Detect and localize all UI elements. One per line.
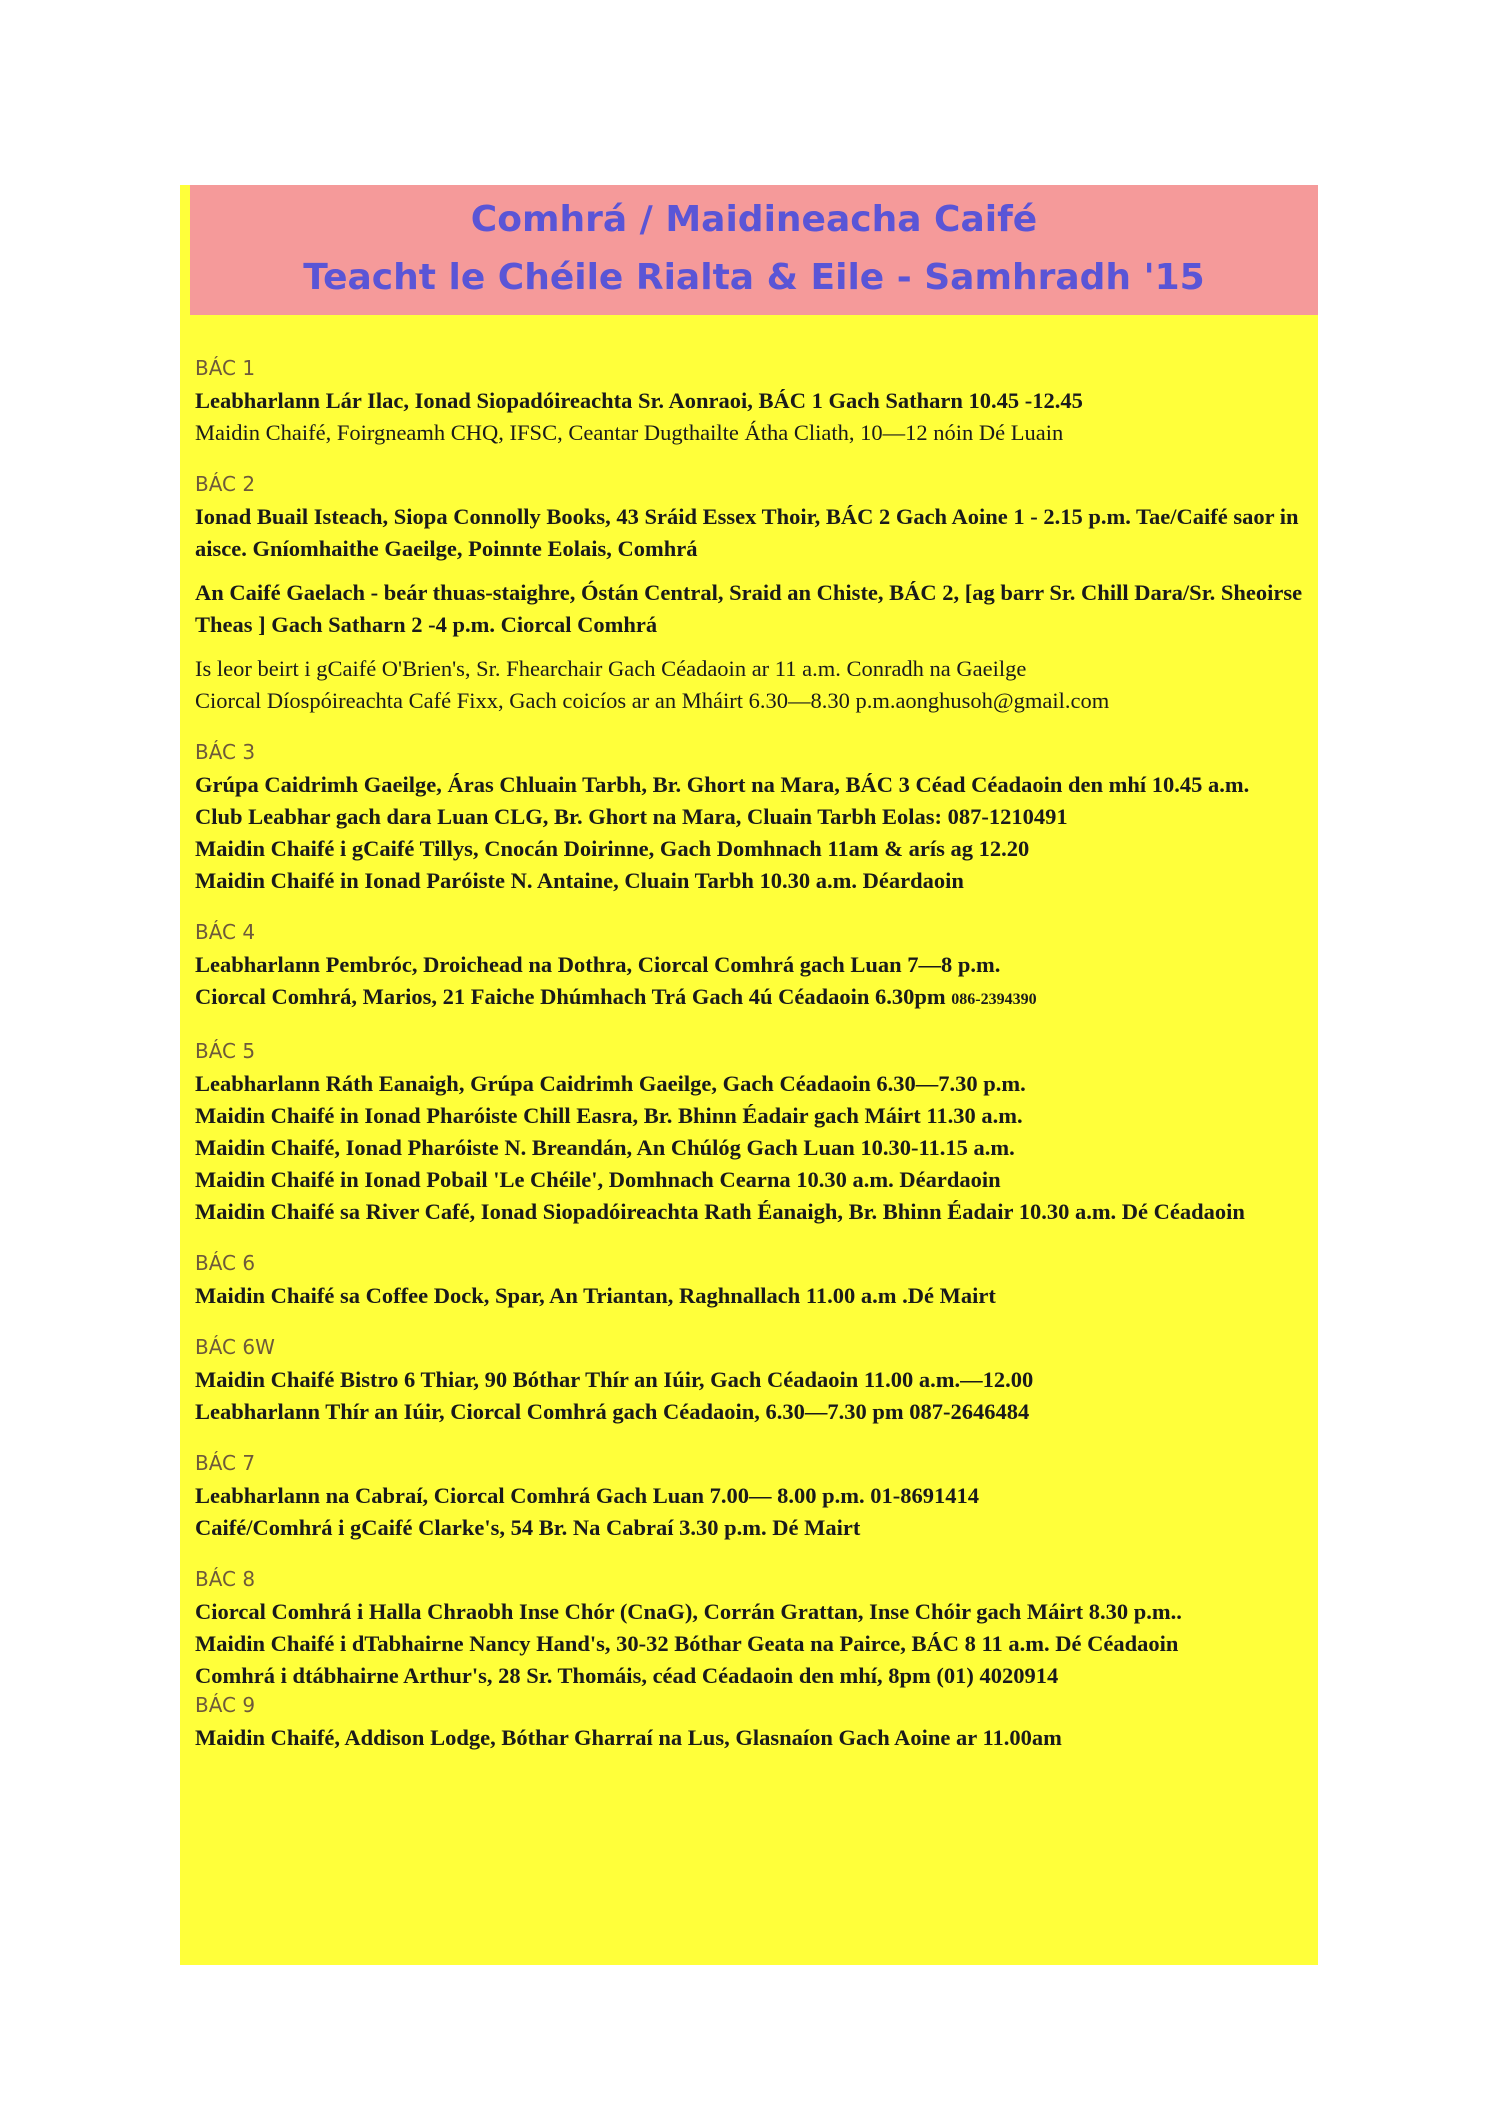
listings	[195, 355, 1313, 1776]
listing-text: Maidin Chaifé Bistro 6 Thiar, 90 Bóthar Thír an Iúir, Gach Céadaoin 11.00 a.m.—12.00	[195, 1367, 1034, 1392]
section-b-c-3	[195, 739, 1313, 897]
listing-text: Maidin Chaifé i gCaifé Tillys, Cnocán Doirinne, Gach Domhnach 11am & arís ag 12.20	[195, 836, 1030, 861]
listing-text: Maidin Chaifé, Ionad Pharóiste N. Breandán, An Chúlóg Gach Luan 10.30-11.15 a.m.	[195, 1135, 1015, 1160]
listing-entry	[195, 1512, 1313, 1544]
listing-text: Maidin Chaifé in Ionad Pobail 'Le Chéile', Domhnach Cearna 10.30 a.m. Déardaoin	[195, 1167, 1001, 1192]
section-title: BÁC 7	[195, 1451, 256, 1475]
listing-entry	[195, 1396, 1313, 1428]
section-b-c-7	[195, 1450, 1313, 1544]
section-b-c-2	[195, 471, 1313, 717]
section-b-c-8	[195, 1566, 1313, 1692]
section-title: BÁC 2	[195, 472, 256, 496]
header-subtitle: Teacht le Chéile Rialta & Eile - Samhradh '15	[303, 257, 1205, 298]
listing-text: Ionad Buail Isteach, Siopa Connolly Books, 43 Sráid Essex Thoir, BÁC 2 Gach Aoine 1 - 2.15 p.m. Tae/Caifé saor in aisce. Gníomhaithe Gaeilge, Poinnte Eolais, Comhrá	[195, 504, 1299, 561]
listing-entry	[195, 1196, 1313, 1228]
listing-text: Maidin Chaifé, Addison Lodge, Bóthar Gharraí na Lus, Glasnaíon Gach Aoine ar 11.00am	[195, 1725, 1062, 1750]
section-b-c-6	[195, 1250, 1313, 1312]
listing-entry	[195, 1132, 1313, 1164]
listing-text: Maidin Chaifé in Ionad Pharóiste Chill Easra, Br. Bhinn Éadair gach Máirt 11.30 a.m.	[195, 1103, 1023, 1128]
section-b-c-4	[195, 919, 1313, 1016]
phone-number: 086-2394390	[951, 991, 1037, 1008]
listing-text: Leabharlann Lár Ilac, Ionad Siopadóireachta Sr. Aonraoi, BÁC 1 Gach Satharn 10.45 -12.45	[195, 388, 1083, 413]
section-b-c-1	[195, 355, 1313, 449]
listing-entry	[195, 653, 1313, 685]
listing-text: Grúpa Caidrimh Gaeilge, Áras Chluain Tarbh, Br. Ghort na Mara, BÁC 3 Céad Céadaoin den mhí 10.45 a.m.	[195, 772, 1250, 797]
listing-text: Leabharlann Pembróc, Droichead na Dothra, Ciorcal Comhrá gach Luan 7—8 p.m.	[195, 952, 1001, 977]
listing-entry	[195, 1596, 1313, 1628]
listing-text: Ciorcal Comhrá i Halla Chraobh Inse Chór (CnaG), Corrán Grattan, Inse Chóir gach Máirt 8.30 p.m..	[195, 1599, 1182, 1624]
listing-entry	[195, 1164, 1313, 1196]
listing-text: Club Leabhar gach dara Luan CLG, Br. Ghort na Mara, Cluain Tarbh Eolas: 087-1210491	[195, 804, 1068, 829]
listing-text: Maidin Chaifé in Ionad Paróiste N. Antaine, Cluain Tarbh 10.30 a.m. Déardaoin	[195, 868, 964, 893]
section-b-c-5	[195, 1038, 1313, 1228]
listing-entry	[195, 577, 1313, 641]
listing-entry	[195, 949, 1313, 981]
listing-text: Leabharlann Thír an Iúir, Ciorcal Comhrá gach Céadaoin, 6.30—7.30 pm 087-2646484	[195, 1399, 1030, 1424]
section-b-c-9	[195, 1692, 1313, 1754]
listing-entry	[195, 685, 1313, 717]
listing-entry	[195, 833, 1313, 865]
listing-entry	[195, 1628, 1313, 1660]
section-title: BÁC 6W	[195, 1335, 275, 1359]
section-title: BÁC 5	[195, 1039, 256, 1063]
page-header	[190, 185, 1318, 315]
section-b-c-6w	[195, 1334, 1313, 1428]
listing-text: Maidin Chaifé i dTabhairne Nancy Hand's, 30-32 Bóthar Geata na Pairce, BÁC 8 11 a.m. Dé Céadaoin	[195, 1631, 1179, 1656]
listing-entry	[195, 1280, 1313, 1312]
listing-entry	[195, 769, 1313, 801]
listing-text: Leabharlann na Cabraí, Ciorcal Comhrá Gach Luan 7.00— 8.00 p.m. 01-8691414	[195, 1483, 980, 1508]
listing-entry	[195, 385, 1313, 417]
listing-entry	[195, 801, 1313, 833]
section-title: BÁC 8	[195, 1567, 256, 1591]
listing-entry	[195, 865, 1313, 897]
listing-text: Maidin Chaifé sa Coffee Dock, Spar, An Triantan, Raghnallach 11.00 a.m .Dé Mairt	[195, 1283, 996, 1308]
listing-entry	[195, 1100, 1313, 1132]
listing-text: Leabharlann Ráth Eanaigh, Grúpa Caidrimh Gaeilge, Gach Céadaoin 6.30—7.30 p.m.	[195, 1071, 1026, 1096]
section-title: BÁC 3	[195, 740, 256, 764]
section-title: BÁC 4	[195, 920, 256, 944]
section-title: BÁC 1	[195, 356, 256, 380]
listing-entry	[195, 981, 1313, 1016]
listing-text: Caifé/Comhrá i gCaifé Clarke's, 54 Br. Na Cabraí 3.30 p.m. Dé Mairt	[195, 1515, 861, 1540]
listing-text: Maidin Chaifé sa River Café, Ionad Siopadóireachta Rath Éanaigh, Br. Bhinn Éadair 10.30 a.m. Dé Céadaoin	[195, 1199, 1245, 1224]
listing-text: Is leor beirt i gCaifé O'Brien's, Sr. Fhearchair Gach Céadaoin ar 11 a.m. Conradh na Gaeilge	[195, 656, 1027, 681]
listing-entry	[195, 1722, 1313, 1754]
section-title: BÁC 6	[195, 1251, 256, 1275]
listing-text: Ciorcal Comhrá, Marios, 21 Faiche Dhúmhach Trá Gach 4ú Céadaoin 6.30pm	[195, 984, 952, 1009]
listing-entry	[195, 1660, 1313, 1692]
listing-text: Maidin Chaifé, Foirgneamh CHQ, IFSC, Ceantar Dugthailte Átha Cliath, 10—12 nóin Dé Luain	[195, 420, 1064, 445]
listing-entry	[195, 1480, 1313, 1512]
listing-text: Comhrá i dtábhairne Arthur's, 28 Sr. Thomáis, céad Céadaoin den mhí, 8pm (01) 4020914	[195, 1663, 1059, 1688]
header-title: Comhrá / Maidineacha Caifé	[470, 199, 1038, 240]
listing-entry	[195, 501, 1313, 565]
listing-entry	[195, 1364, 1313, 1396]
listing-entry	[195, 1068, 1313, 1100]
listing-entry	[195, 417, 1313, 449]
section-title: BÁC 9	[195, 1693, 256, 1717]
listing-text: An Caifé Gaelach - beár thuas-staighre, Óstán Central, Sraid an Chiste, BÁC 2, [ag barr Sr. Chill Dara/Sr. Sheoirse Theas ] Gach Satharn 2 -4 p.m. Ciorcal Comhrá	[195, 580, 1303, 637]
listing-text: Ciorcal Díospóireachta Café Fixx, Gach coicíos ar an Mháirt 6.30—8.30 p.m.aonghusoh@gmail.com	[195, 688, 1110, 713]
